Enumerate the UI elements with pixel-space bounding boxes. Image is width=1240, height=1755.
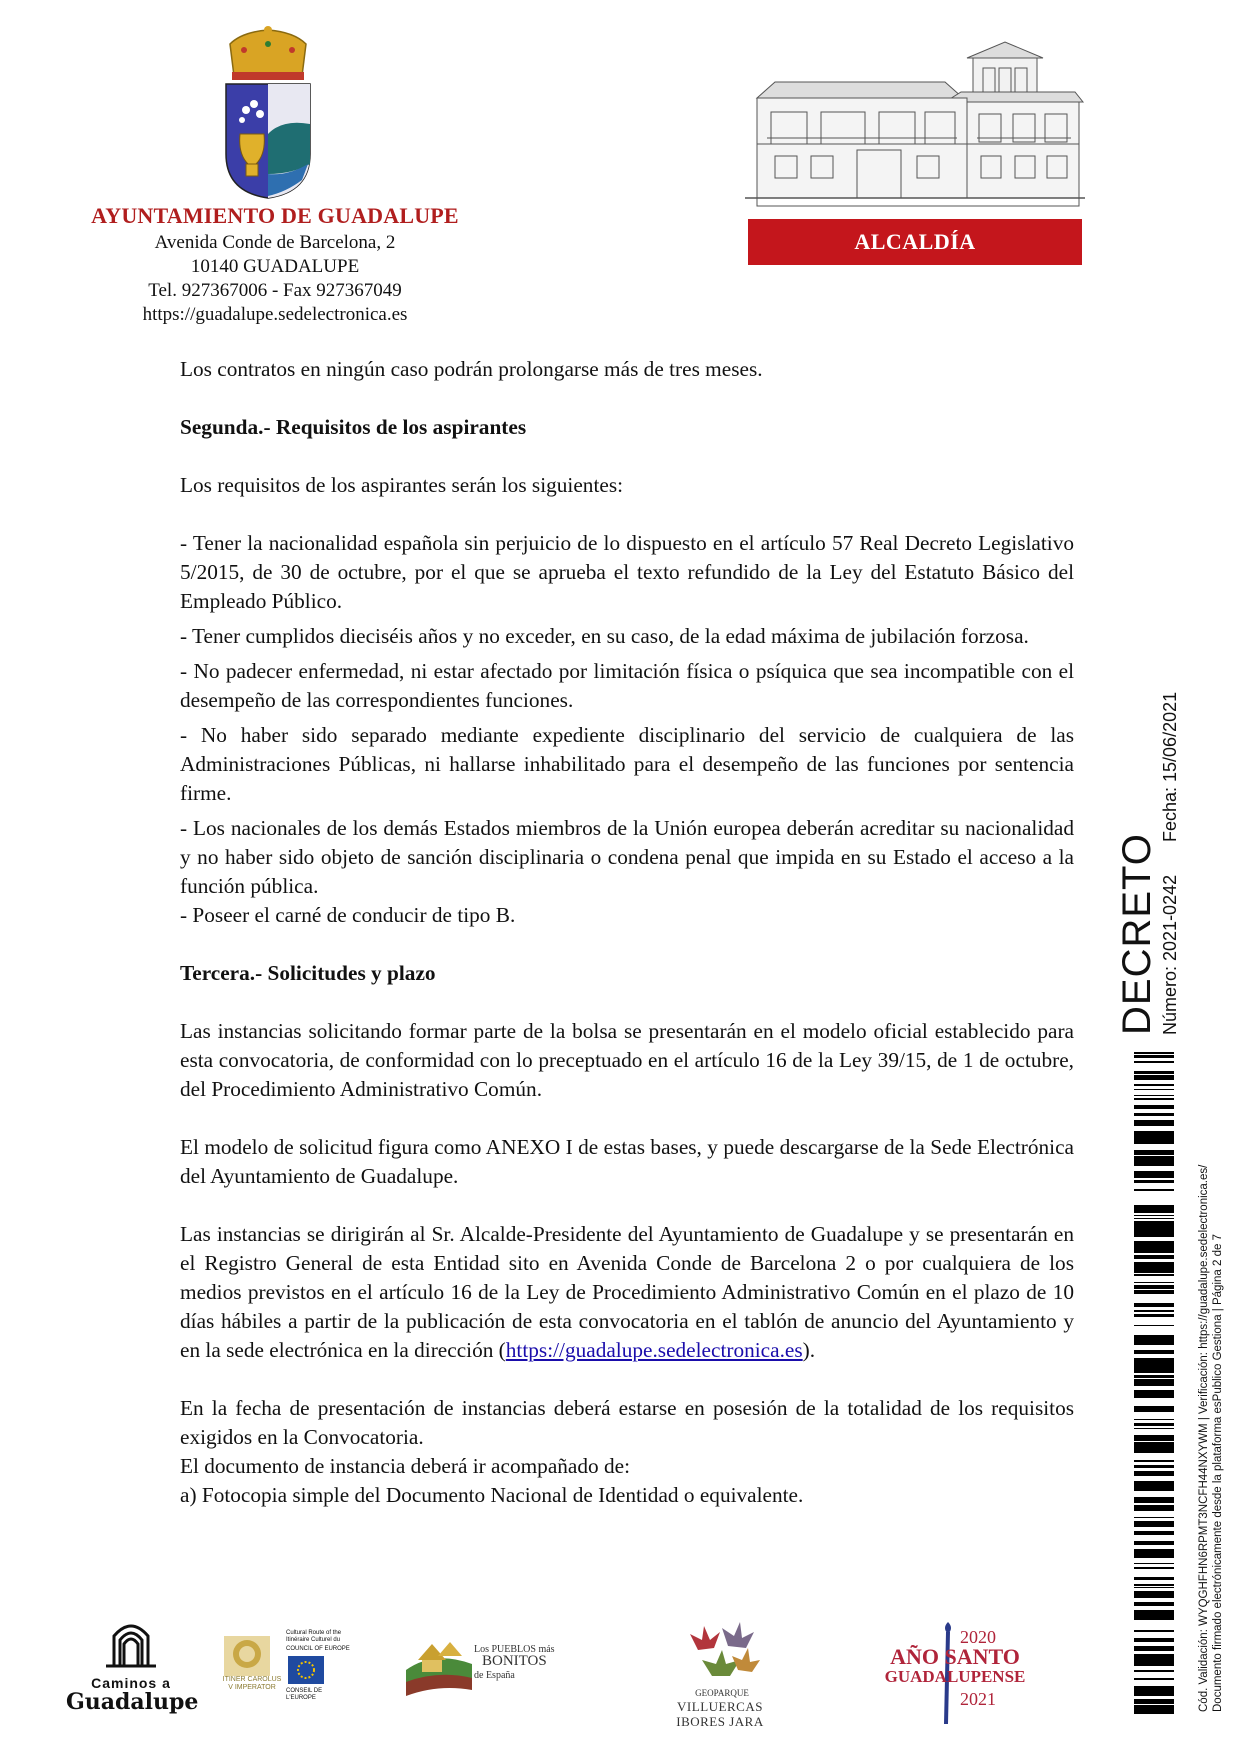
decree-number: Número: 2021-0242 bbox=[1160, 874, 1180, 1035]
ano-year-start: 2020 bbox=[960, 1627, 996, 1647]
signature-note: Documento firmado electrónicamente desde la plataforma esPublico Gestiona | Página 2 de 7 bbox=[1212, 1234, 1224, 1712]
conseil-de-leurope-text: CONSEIL DE L'EUROPE bbox=[286, 1688, 323, 1701]
pueblos-line2: BONITOS bbox=[482, 1653, 547, 1669]
requirement-item: - Tener cumplidos dieciséis años y no exceder, en su caso, de la edad máxima de jubilación forzosa. bbox=[180, 624, 1029, 648]
geoparque-line2: VILLUERCAS bbox=[677, 1699, 763, 1714]
paragraph-fecha: En la fecha de presentación de instancias deberá estarse en posesión de la totalidad de los requisitos exigidos en la Convocatoria. bbox=[180, 1396, 1074, 1449]
paragraph-contracts: Los contratos en ningún caso podrán prolongarse más de tres meses. bbox=[180, 357, 763, 381]
pueblos-line1: Los PUEBLOS más bbox=[474, 1644, 555, 1655]
paragraph-text: Las instancias se dirigirán al Sr. Alcalde-Presidente del Ayuntamiento de Guadalupe y se presentarán en el Registro General de esta Entidad sito en Avenida Conde de Barcelona 2 o por cualquiera de los medios previstos en el artículo 16 de la Ley de Procedimiento Administrativo Común en el plazo de 10 días hábiles a partir de la publicación de esta convocatoria en el tablón de anuncio del Ayuntamiento y en la sede electrónica en la dirección ( bbox=[180, 1222, 1074, 1362]
arch-icon bbox=[66, 1618, 196, 1668]
caminos-a-guadalupe-logo bbox=[66, 1618, 199, 1715]
barcode-icon bbox=[1134, 1052, 1174, 1714]
ano-santo-text: AÑO SANTO bbox=[890, 1644, 1020, 1669]
pueblos-mas-bonitos-logo bbox=[404, 1630, 554, 1700]
paragraph-fotocopia: a) Fotocopia simple del Documento Nacional de Identidad o equivalente. bbox=[180, 1483, 804, 1507]
carolus-v-route-logo bbox=[222, 1630, 352, 1701]
guadalupense-text: GUADALUPENSE bbox=[884, 1667, 1026, 1686]
validation-code: Cód. Validación: WYQGHFHN6RPMT3NCFH44NXYWM | Verificación: https://guadalupe.sedelectronica.es/ bbox=[1198, 1164, 1210, 1712]
ano-year-end: 2021 bbox=[960, 1689, 996, 1709]
village-landscape-icon bbox=[404, 1630, 474, 1696]
address-street: Avenida Conde de Barcelona, 2 bbox=[154, 232, 396, 253]
paragraph-documento: El documento de instancia deberá ir acompañado de: bbox=[180, 1454, 631, 1478]
ano-santo-guadalupense-logo bbox=[880, 1618, 1030, 1728]
council-of-europe-text: COUNCIL OF EUROPE bbox=[286, 1646, 350, 1652]
address-city: 10140 GUADALUPE bbox=[190, 256, 360, 277]
council-of-europe-flag-icon bbox=[288, 1656, 324, 1684]
decree-date: Fecha: 15/06/2021 bbox=[1160, 691, 1180, 842]
requirement-item: - Poseer el carné de conducir de tipo B. bbox=[180, 903, 516, 927]
decree-stamp-title: DECRETO bbox=[1115, 833, 1159, 1035]
carolus-name: ITINER CAROLUS V IMPERATOR bbox=[222, 1676, 282, 1691]
caminos-line2: Guadalupe bbox=[66, 1689, 199, 1715]
geoparque-line1: GEOPARQUE bbox=[695, 1688, 749, 1698]
requirement-item: - Tener la nacionalidad española sin perjuicio de lo dispuesto en el artículo 57 Real Decreto Legislativo 5/2015, de 30 de octubre, por el que se aprueba el texto refundido de la Ley del Estatuto Básico del Empleado Público. bbox=[180, 531, 1074, 613]
carolus-route-text: Cultural Route of the Itinéraire Culturel du bbox=[286, 1630, 342, 1643]
sede-electronica-link[interactable]: https://guadalupe.sedelectronica.es bbox=[505, 1338, 803, 1362]
paragraph-modelo: El modelo de solicitud figura como ANEXO I de estas bases, y puede descargarse de la Sede Electrónica del Ayuntamiento de Guadalupe. bbox=[180, 1135, 1074, 1188]
requirement-item: - No padecer enfermedad, ni estar afectado por limitación física o psíquica que sea incompatible con el desempeño de las correspondientes funciones. bbox=[180, 659, 1074, 712]
department-banner: ALCALDÍA bbox=[748, 219, 1082, 265]
requirement-item: - Los nacionales de los demás Estados miembros de la Unión europea deberán acreditar su nacionalidad y no haber sido objeto de sanción disciplinaria o condena penal que impida en su Estado el acceso a la función pública. bbox=[180, 816, 1074, 898]
section-heading-tercera: Tercera.- Solicitudes y plazo bbox=[180, 961, 436, 985]
town-hall-building-illustration bbox=[745, 38, 1085, 208]
coat-of-arms-logo bbox=[222, 24, 314, 200]
address-website: https://guadalupe.sedelectronica.es bbox=[142, 304, 408, 325]
paragraph-requisitos-intro: Los requisitos de los aspirantes serán los siguientes: bbox=[180, 473, 624, 497]
requirement-item: - No haber sido separado mediante expediente disciplinario del servicio de cualquiera de las Administraciones Públicas, ni hallarse inhabilitado para el desempeño de las funciones por sentencia firme. bbox=[180, 723, 1074, 805]
organization-name: AYUNTAMIENTO DE GUADALUPE bbox=[91, 203, 459, 228]
geoparque-villuercas-logo bbox=[660, 1620, 780, 1730]
leaves-icon bbox=[682, 1620, 762, 1684]
section-heading-segunda: Segunda.- Requisitos de los aspirantes bbox=[180, 415, 527, 439]
paragraph-instancias: Las instancias solicitando formar parte de la bolsa se presentarán en el modelo oficial establecido para esta convocatoria, de conformidad con lo preceptuado en el artículo 16 de la Ley 39/15, de 1 de octubre, del Procedimiento Administrativo Común. bbox=[180, 1019, 1074, 1101]
pueblos-line3: de España bbox=[474, 1670, 515, 1681]
address-phone-fax: Tel. 927367006 - Fax 927367049 bbox=[148, 280, 402, 301]
caminos-line1: Caminos a bbox=[91, 1675, 171, 1691]
paragraph-instancias-direccion bbox=[180, 1220, 1074, 1365]
geoparque-line3: IBORES JARA bbox=[676, 1714, 764, 1729]
paragraph-text: ). bbox=[802, 1338, 816, 1362]
document-body bbox=[180, 355, 1074, 1510]
